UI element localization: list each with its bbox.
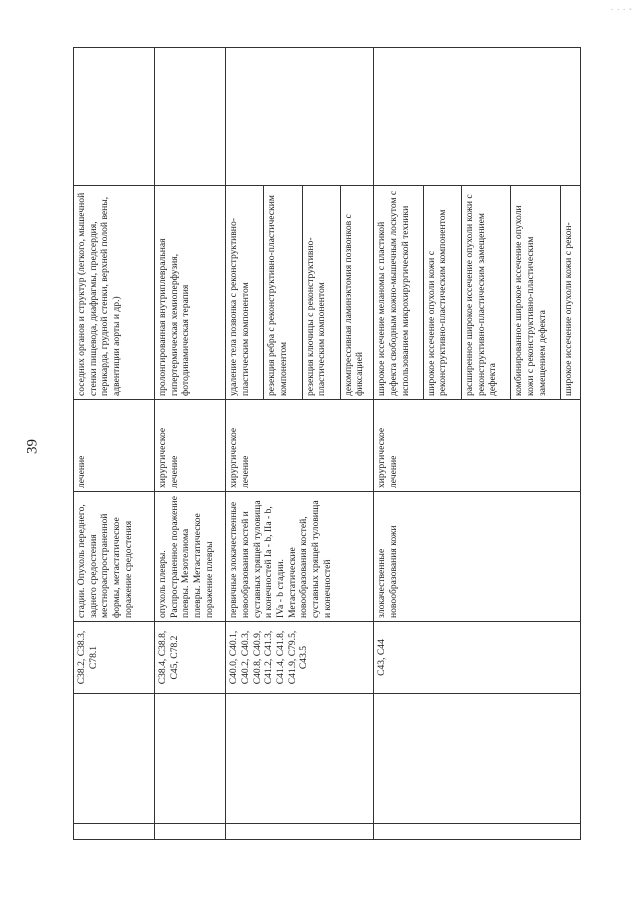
diagnosis-cell: злокачественные новообразования кожи <box>374 492 581 622</box>
index-cell <box>374 824 581 840</box>
method-cell: резекция ребра с реконструктивно-пластическим компонентом <box>264 186 302 400</box>
name-cell <box>74 694 155 824</box>
table-row <box>74 48 155 840</box>
method-cell: расширенное широкое иссечение опухоли кожи с реконструктивно-пластическим замещением дефекта <box>461 186 510 400</box>
code-cell: C38.2, C38.3, C78.1 <box>74 622 155 694</box>
treatment-table <box>73 47 581 840</box>
cost-cell <box>154 48 225 186</box>
diagnosis-cell: опухоль плевры. Распространенное поражение плевры. Мезотелиома плевры. Метастатическое поражение плевры <box>154 492 225 622</box>
code-cell: C40.0, C40.1, C40.2, C40.3, C40.8, C40.9, C41.2, C41.3, C41.4, C41.8, C41.9, C79.5, C43.5 <box>226 622 374 694</box>
index-cell <box>226 824 374 840</box>
treatment-cell: лечение <box>74 400 155 492</box>
method-cell: декомпрессивная ламинэктомия позвонков с фиксацией <box>340 186 374 400</box>
treatment-cell: хирургическое лечение <box>226 400 374 492</box>
method-cell: резекция ключицы с реконструктивно-пластическим компонентом <box>302 186 340 400</box>
cost-cell <box>226 48 374 186</box>
code-cell: C38.4, C38.8, C45, C78.2 <box>154 622 225 694</box>
code-cell: C43, C44 <box>374 622 581 694</box>
method-cell: широкое иссечение опухоли кожи с рекон- <box>560 186 580 400</box>
method-cell: соседних органов и структур (легкого, мышечной стенки пищевода, диафрагмы, предсердия, перикарда, грудной стенки, верхней полой вены, адвентиции аорты и др.) <box>74 186 155 400</box>
name-cell <box>154 694 225 824</box>
method-cell: широкое иссечение меланомы с пластикой дефекта свободным кожно-мышечным лоскутом с использованием микрохирургической техники <box>374 186 423 400</box>
scan-mark: · · · - <box>610 4 632 15</box>
method-cell: широкое иссечение опухоли кожи с реконструктивно-пластическим компонентом <box>423 186 461 400</box>
method-cell: пролонгированная внутриплевральная гипертермическая хемиоперфузия, фотодинамическая терапия <box>154 186 225 400</box>
method-cell: удаление тела позвонка с реконструктивно-пластическим компонентом <box>226 186 264 400</box>
table-row <box>226 48 264 840</box>
rotated-page-content <box>73 48 581 840</box>
method-cell: комбинированное широкое иссечение опухоли кожи с реконструктивно-пластическим замещением дефекта <box>511 186 560 400</box>
diagnosis-cell: первичные злокачественные новообразования костей и суставных хрящей туловища и конечностей Ia - b, IIa - b, IVa - b стадии. Метастатические новообразования костей, суставных хрящей туловища и конечностей <box>226 492 374 622</box>
index-cell <box>154 824 225 840</box>
diagnosis-cell: стадии. Опухоль переднего, заднего средостения местнораспространенной формы, метастатическое поражение средостения <box>74 492 155 622</box>
name-cell <box>226 694 374 824</box>
treatment-cell: хирургическое лечение <box>154 400 225 492</box>
table-row <box>374 48 423 840</box>
name-cell <box>374 694 581 824</box>
index-cell <box>74 824 155 840</box>
table-row <box>154 48 225 840</box>
treatment-cell: хирургическое лечение <box>374 400 581 492</box>
cost-cell <box>374 48 581 186</box>
cost-cell <box>74 48 155 186</box>
page-number: 39 <box>24 439 41 454</box>
